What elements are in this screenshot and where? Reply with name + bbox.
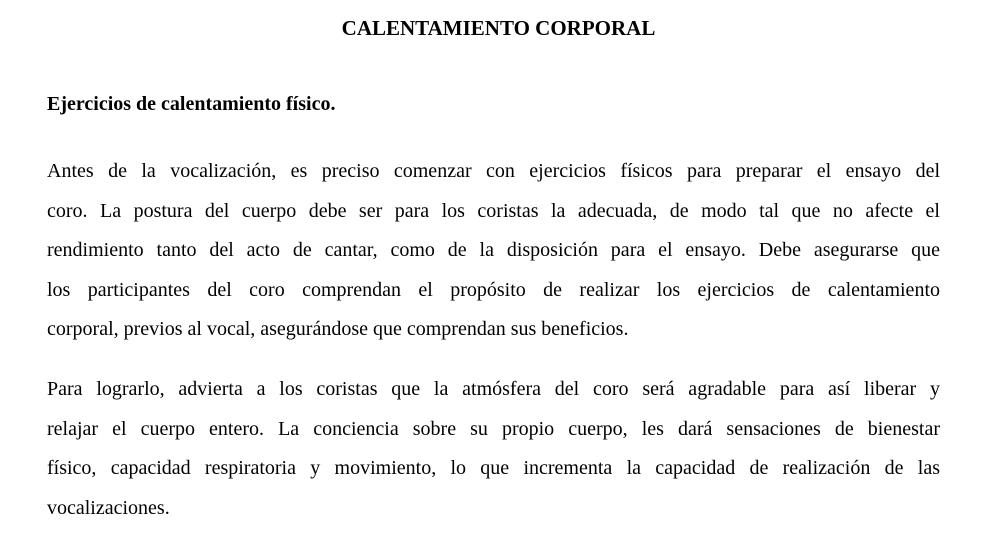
paragraph-line: físico, capacidad respiratoria y movimiento, lo que incrementa la capacidad de realización de las: [47, 457, 940, 480]
paragraph-line: Para lograrlo, advierta a los coristas que la atmósfera del coro será agradable para así liberar y: [47, 378, 940, 400]
paragraph-line: vocalizaciones.: [47, 496, 170, 519]
document-title: CALENTAMIENTO CORPORAL: [341, 16, 656, 40]
paragraph-line: Antes de la vocalización, es preciso comenzar con ejercicios físicos para preparar el ensayo del: [47, 160, 940, 182]
paragraph-line: rendimiento tanto del acto de cantar, como de la disposición para el ensayo. Debe asegurarse que: [47, 239, 940, 262]
paragraph-1: [47, 152, 940, 350]
section-heading: Ejercicios de calentamiento físico.: [47, 93, 336, 115]
paragraph-line: relajar el cuerpo entero. La conciencia sobre su propio cuerpo, les dará sensaciones de bienestar: [47, 417, 940, 440]
paragraph-line: corporal, previos al vocal, asegurándose que comprendan sus beneficios.: [47, 318, 629, 341]
paragraph-line: coro. La postura del cuerpo debe ser para los coristas la adecuada, de modo tal que no afecte el: [47, 199, 940, 222]
paragraph-line: los participantes del coro comprendan el propósito de realizar los ejercicios de calentamiento: [47, 278, 940, 301]
paragraph-2: [47, 370, 940, 528]
